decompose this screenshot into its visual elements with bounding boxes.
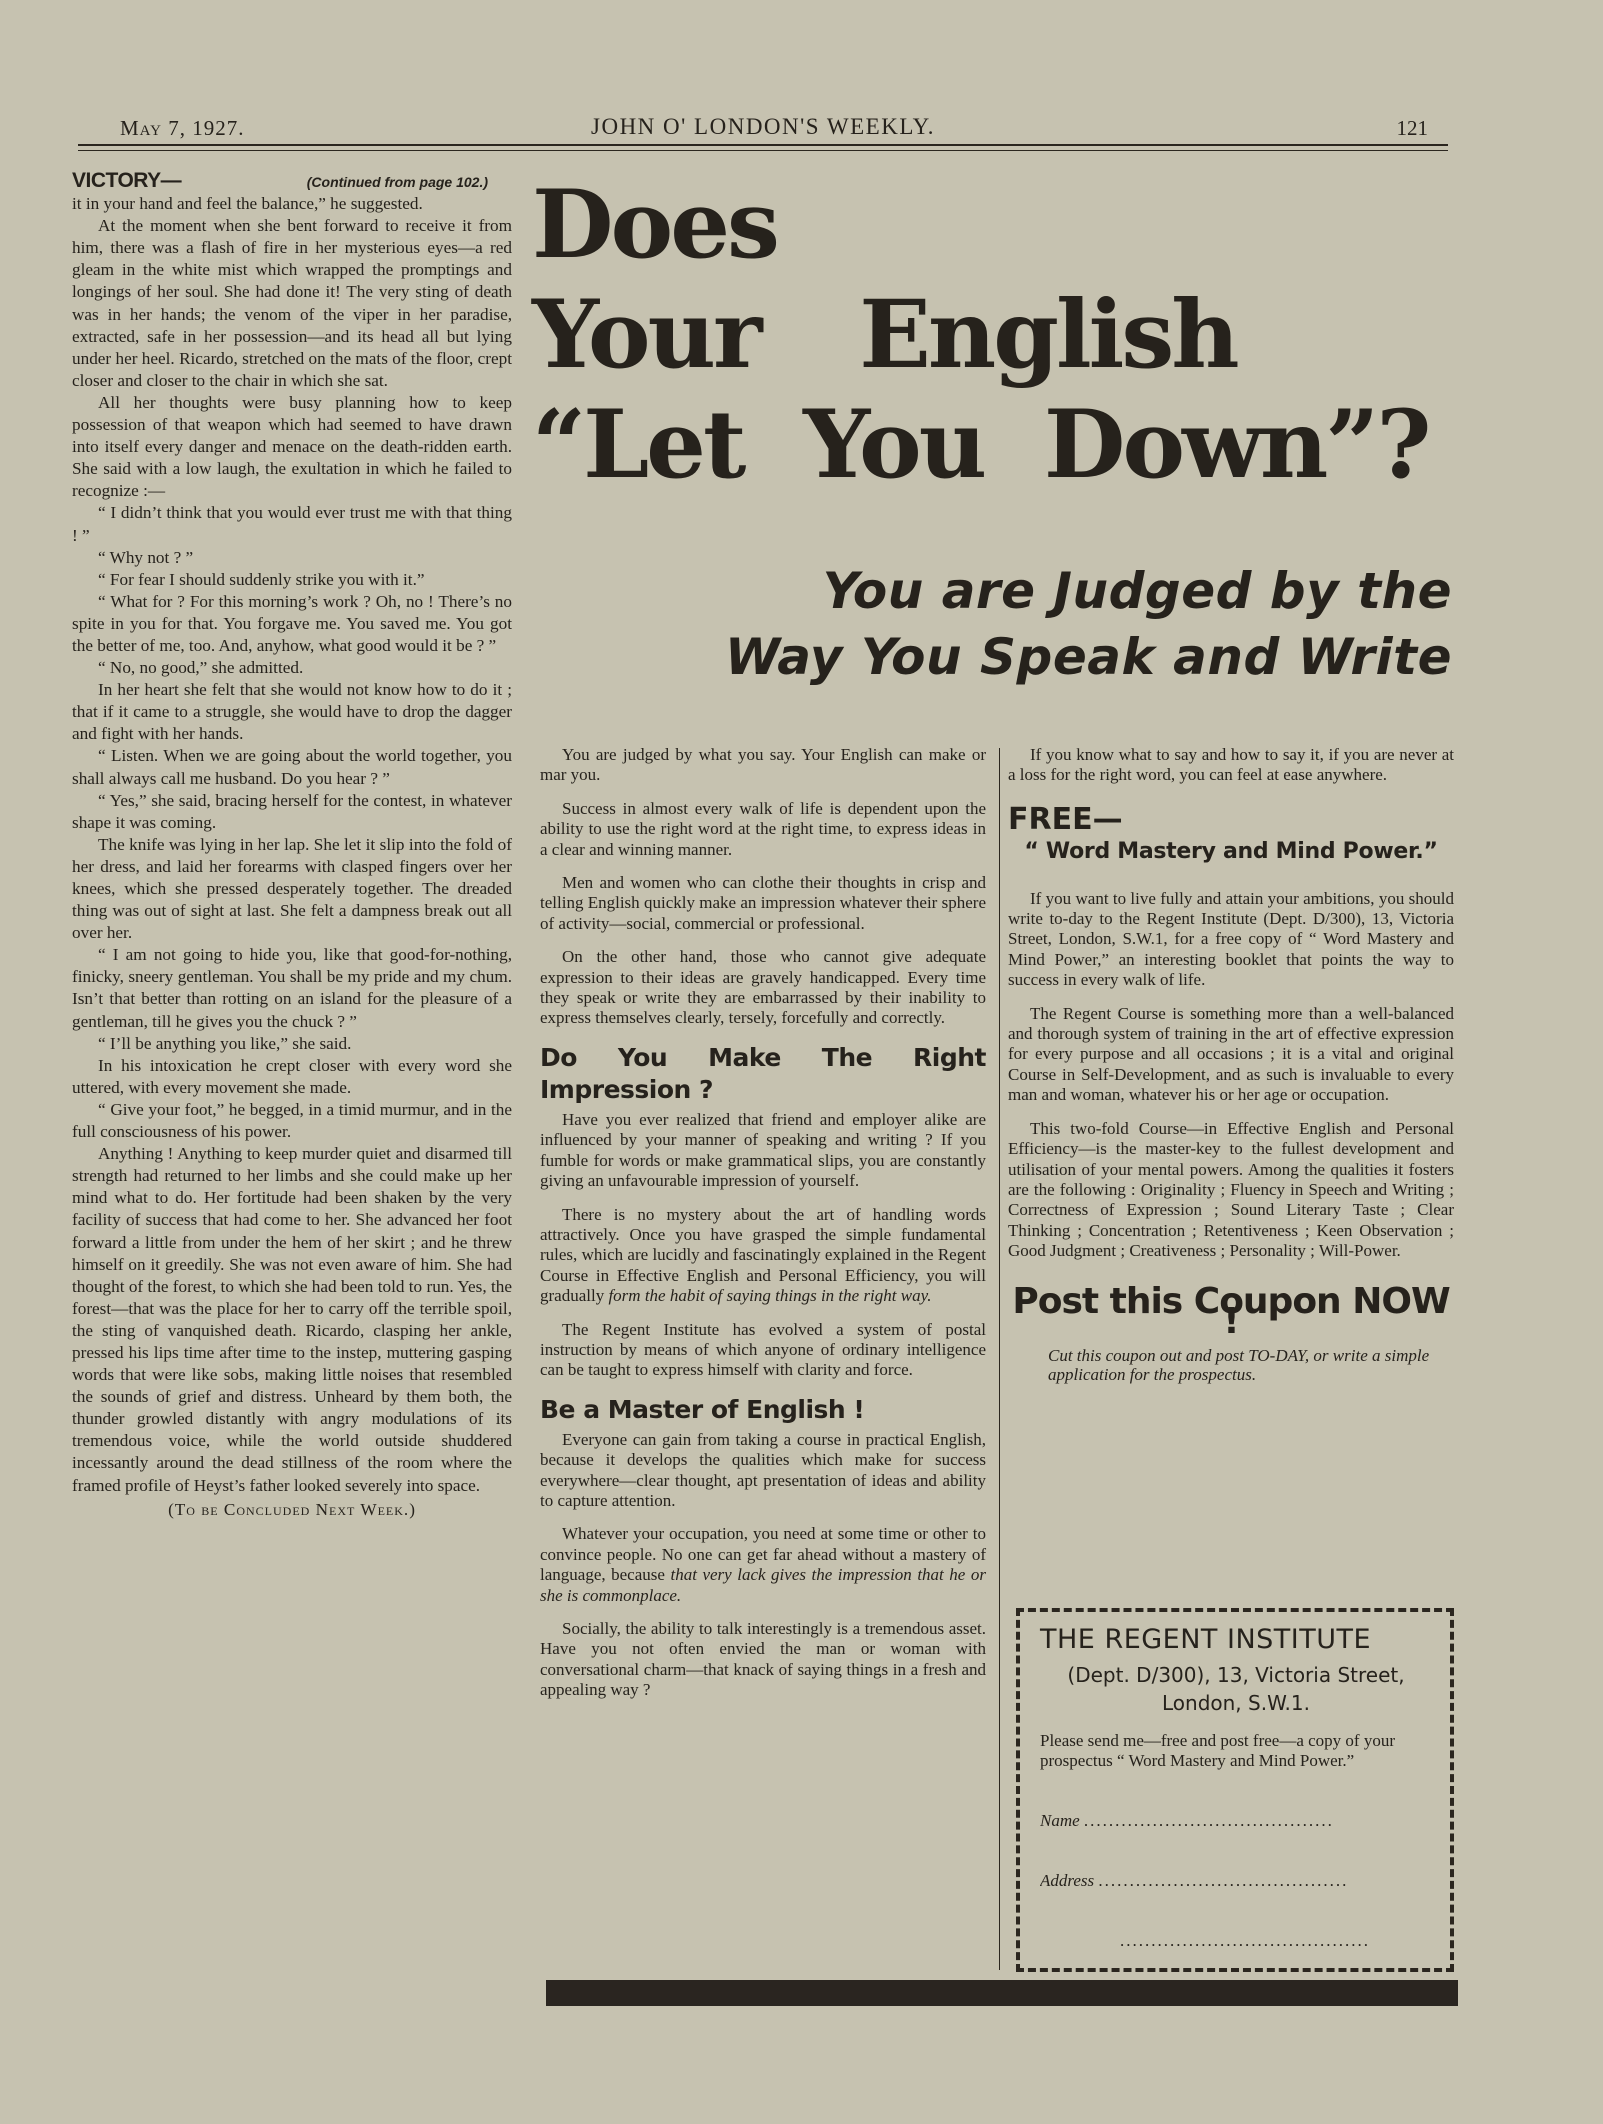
coupon-request-text: Please send me—free and post free—a copy of your prospectus “ Word Mastery and Mind Power.” [1040, 1731, 1395, 1770]
coupon-name-label: Name [1040, 1811, 1080, 1830]
story-paragraph: “ I’ll be anything you like,” she said. [98, 1033, 352, 1053]
story-paragraph: “ For fear I should suddenly strike you with it.” [98, 569, 425, 589]
coupon-address-line-2: London, S.W.1. [1162, 1691, 1310, 1715]
coupon-address-dots-2: ........................................ [1120, 1931, 1370, 1950]
ad-paragraph: The Regent Institute has evolved a system of postal instruction by means of which anyone of ordinary intelligence can be taught to express himself with clarity and force. [540, 1319, 986, 1380]
coupon-address-dots: ........................................ [1098, 1871, 1349, 1890]
story-paragraph: “ Listen. When we are going about the world together, you shall always call me husband. Do you hear ? ” [72, 746, 512, 788]
header-rule [78, 144, 1448, 146]
story-title: VICTORY— [72, 169, 182, 192]
ad-headline-line-1: Does [532, 170, 777, 280]
header-rule-thin [78, 150, 1448, 151]
page-number: 121 [1396, 116, 1428, 140]
story-paragraph: In his intoxication he crept closer with every word she uttered, with every movement she made. [72, 1055, 512, 1097]
story-paragraph: “ Give your foot,” he begged, in a timid murmur, and in the full consciousness of his power. [72, 1099, 512, 1142]
story-column [72, 170, 512, 1521]
issue-date: May 7, 1927. [120, 116, 245, 140]
coupon-address-label: Address [1040, 1871, 1095, 1890]
ad-paragraph: This two-fold Course—in Effective English and Personal Efficiency—is the master-key to the fullest development and utilisation of your mental powers. Among the qualities it fosters are the following : Originality ; Fluency in Speech and Writing ; Correctness of Expression ; Sound Literary Taste ; Clear Thinking ; Concentration ; Retentiveness ; Keen Observation ; Good Judgment ; Creativeness ; Personality ; Will-Power. [1008, 1118, 1454, 1261]
coupon-address-field-2 [1040, 1931, 1432, 1951]
ad-italic-text: form the habit of saying things in the right way. [608, 1286, 932, 1306]
coupon-address-line-1: (Dept. D/300), 13, Victoria Street, [1067, 1663, 1405, 1687]
story-paragraph: “ No, no good,” she admitted. [98, 658, 304, 678]
ad-subheadline-line-1: You are Judged by the [822, 562, 1452, 620]
ad-middle-column [540, 745, 986, 1714]
coupon-address [1040, 1661, 1432, 1717]
ad-paragraph: Men and women who can clothe their thoughts in crisp and telling English quickly make an impression whatever their sphere of activity—social, commercial or professional. [540, 873, 986, 933]
story-paragraph: “ Yes,” she said, bracing herself for the contest, in whatever shape it was coming. [72, 790, 512, 832]
ad-headline [532, 170, 1452, 500]
column-divider [999, 748, 1000, 1970]
heading-master-of-english: Be a Master of English ! [540, 1394, 865, 1424]
story-heading [72, 170, 512, 193]
story-paragraph: “ I am not going to hide you, like that good-for-nothing, finicky, sneery gentleman. You shall be my pride and my chum. Isn’t that better than rotting on an island for the pleasure of a gentleman, till he gives you the chuck ? ” [72, 945, 512, 1031]
ad-paragraph: On the other hand, those who cannot give adequate expression to their ideas are gravely handicapped. Every time they speak or write they are embarrassed by their inability to express themselves clearly, tersely, forcefully and correctly. [540, 947, 986, 1028]
ad-right-column [1008, 745, 1454, 1397]
ad-paragraph: Everyone can gain from taking a course in practical English, because it develops the qualities which make for success everywhere—clear thought, apt presentation of ideas and ability to capture attention. [540, 1429, 986, 1510]
ad-italic-text: that very lack gives the impression that he or she is commonplace. [540, 1565, 986, 1605]
ad-paragraph: If you know what to say and how to say it, if you are never at a loss for the right word, you can feel at ease anywhere. [1008, 745, 1454, 785]
story-paragraph: At the moment when she bent forward to receive it from him, there was a flash of fire in her mysterious eyes—a red gleam in the white mist which wrapped the promptings and longings of her soul. She had done it! The very sting of death was in her hands; the venom of the viper in her paradise, extracted, safe in her possession—and its head all but lying under her heel. Ricardo, stretched on the mats of the floor, crept closer and closer to the chair in which she sat. [72, 216, 512, 390]
story-paragraph: In her heart she felt that she would not know how to do it ; that if it came to a struggle, she would have to drop the dagger and fight with her hands. [72, 680, 512, 744]
ad-paragraph: If you want to live fully and attain your ambitions, you should write to-day to the Regent Institute (Dept. D/300), 13, Victoria Street, London, S.W.1, for a free copy of “ Word Mastery and Mind Power,” an interesting booklet that points the way to success in every walk of life. [1008, 888, 1454, 990]
story-paragraph: it in your hand and feel the balance,” he suggested. [72, 194, 423, 214]
ad-text: Whatever your occupation, you need at some time or other to convince people. No one can get far ahead without a mastery of language, because [540, 1524, 986, 1585]
story-paragraph: All her thoughts were busy planning how to keep possession of that weapon which had seemed to have drawn into itself every danger and menace on the death-ridden earth. She said with a low laugh, the exultation in which he failed to recognize :— [72, 392, 512, 501]
ad-headline-line-3: “Let You Down”? [532, 390, 1429, 500]
story-end-note: (To be Concluded Next Week.) [168, 1499, 416, 1519]
story-paragraph: “ What for ? For this morning’s work ? Oh, no ! There’s no spite in you for that. You forgave me. You saved me. You got the better of me, too. And, anyhow, what good would it be ? ” [72, 591, 512, 655]
coupon-box [1016, 1608, 1454, 1972]
story-paragraph: “ Why not ? ” [98, 547, 194, 567]
post-coupon-instructions: Cut this coupon out and post TO-DAY, or write a simple application for the prospectus. [1048, 1346, 1430, 1385]
ad-paragraph: Have you ever realized that friend and employer alike are influenced by your manner of speaking and writing ? If you fumble for words or make grammatical slips, you are constantly giving an unfavourable impression of yourself. [540, 1109, 986, 1191]
ad-paragraph [540, 1205, 986, 1307]
coupon-title: THE REGENT INSTITUTE [1040, 1624, 1372, 1655]
ad-paragraph: Socially, the ability to talk interestingly is a tremendous asset. Have you not often envied the man or woman with conversational charm—that knack of saying things in a fresh and appealing way ? [540, 1619, 986, 1700]
ad-text: There is no mystery about the art of handling words attractively. Once you have grasped the simple fundamental rules, which are lucidly and fascinatingly explained in the Regent Course in Effective English and Personal Efficiency, you will gradually [540, 1204, 986, 1306]
story-continued-note: (Continued from page 102.) [306, 174, 488, 190]
heading-right-impression: Do You Make The Right Impression ? [540, 1042, 986, 1104]
ad-paragraph: The Regent Course is something more than a well-balanced and thorough system of training in the art of effective expression for every purpose and all occasions ; it is a vital and original Course in Self-Development, and as such is invaluable to every man and woman, whatever his or her age or occupation. [1008, 1003, 1454, 1105]
ad-bottom-bar [546, 1980, 1458, 2006]
ad-paragraph: Success in almost every walk of life is dependent upon the ability to use the right word at the right time, to express ideas in a clear and winning manner. [540, 798, 986, 859]
ad-subheadline [700, 558, 1452, 690]
story-paragraph: Anything ! Anything to keep murder quiet and disarmed till strength had returned to her limbs and she could make up her mind what to do. Her fortitude had been shaken by the very facility of success that had come to her. She advanced her foot forward a little from under the hem of her skirt ; and he threw himself on it greedily. She was not even aware of him. She had thought of the forest, to which she had been told to run. Yes, the forest—that was the place for her to carry off the terrible spoil, the sting of vanquished death. Ricardo, clasping her ankle, pressed his lips time after time to the instep, muttering gasping words that were like sobs, making little noises that resembled the sounds of grief and distress. Unheard by them both, the thunder growled distantly with angry modulations of its tremendous voice, while the world outside shuddered incessantly around the dead stillness of the room where the framed profile of Heyst’s father looked severely into space. [72, 1144, 512, 1495]
story-paragraph: “ I didn’t think that you would ever trust me with that thing ! ” [72, 503, 512, 545]
ad-paragraph: You are judged by what you say. Your English can make or mar you. [540, 745, 986, 785]
free-heading: FREE— [1008, 801, 1123, 837]
coupon-name-dots: ........................................ [1083, 1811, 1334, 1830]
coupon-address-field [1040, 1871, 1432, 1891]
story-paragraph: The knife was lying in her lap. She let it slip into the fold of her dress, and laid her forearms with clasped fingers over her knees, which she pressed desperately together. The dreaded thing was out of sight at last. She felt a dampness break out all over her. [72, 834, 512, 943]
coupon-name-field [1040, 1811, 1432, 1831]
ad-subheadline-line-2: Way You Speak and Write [724, 628, 1452, 686]
page-header [78, 112, 1448, 148]
publication-title: JOHN O' LONDON'S WEEKLY. [591, 114, 935, 139]
free-booklet-title: “ Word Mastery and Mind Power.” [1024, 839, 1438, 865]
post-coupon-heading: Post this Coupon NOW ! [1012, 1280, 1450, 1342]
ad-headline-line-2: Your English [532, 280, 1237, 390]
ad-paragraph [540, 1524, 986, 1606]
